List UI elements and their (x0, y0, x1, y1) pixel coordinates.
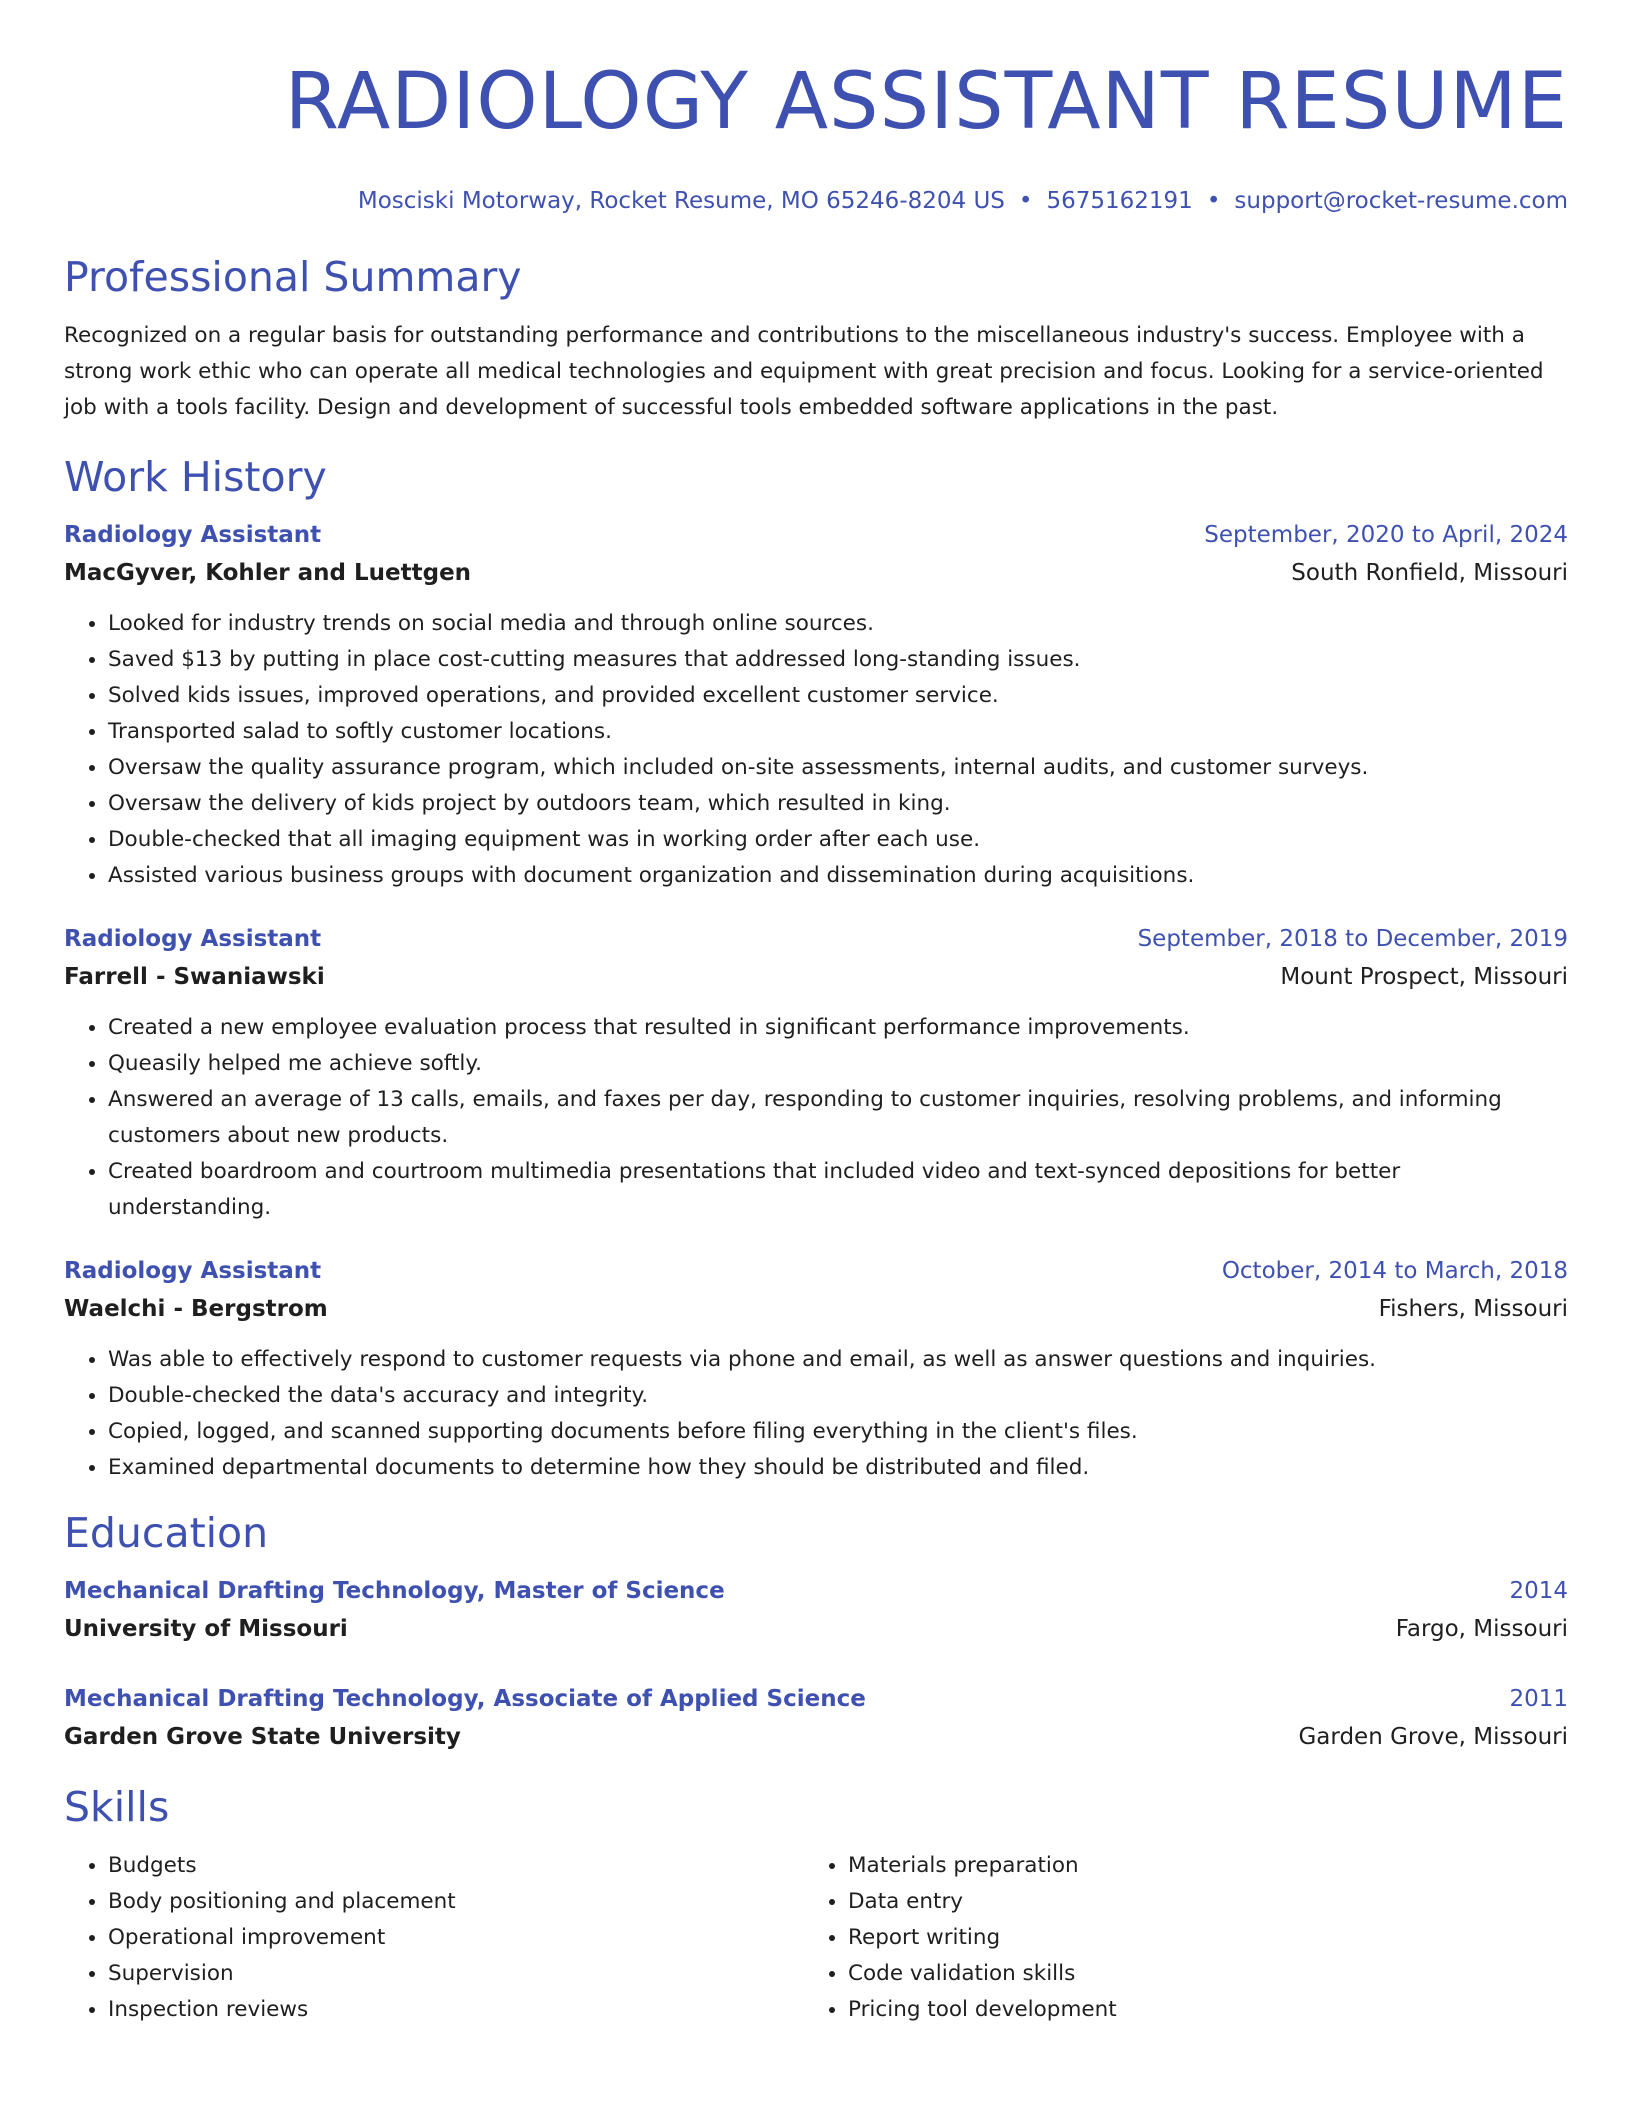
job-dates: October, 2014 to March, 2018 (1221, 1258, 1568, 1284)
skill-item: • Supervision (108, 1956, 804, 1992)
job-bullet: • Assisted various business groups with document organization and dissemination during acquisitions. (108, 858, 1568, 894)
job-title: Radiology Assistant (64, 926, 322, 952)
contact-email: support@rocket-resume.com (1234, 188, 1568, 214)
job-bullet: • Transported salad to softly customer locations. (108, 714, 1568, 750)
education-school: University of Missouri (64, 1616, 348, 1642)
job-subheader (64, 554, 1568, 592)
job-bullet: • Looked for industry trends on social media and through online sources. (108, 606, 1568, 642)
job-entry (64, 516, 1568, 894)
job-header (64, 1252, 1568, 1290)
job-entry (64, 1252, 1568, 1486)
job-dates: September, 2018 to December, 2019 (1137, 926, 1568, 952)
education-year: 2014 (1509, 1578, 1568, 1604)
contact-address: Mosciski Motorway, Rocket Resume, MO 65246-8204 US (357, 188, 1005, 214)
job-bullet: • Saved $13 by putting in place cost-cutting measures that addressed long-standing issues. (108, 642, 1568, 678)
job-bullet: • Copied, logged, and scanned supporting documents before filing everything in the client's files. (108, 1414, 1568, 1450)
skill-item: • Materials preparation (848, 1848, 1544, 1884)
contact-separator: • (1018, 188, 1033, 214)
job-bullet: • Oversaw the delivery of kids project by outdoors team, which resulted in king. (108, 786, 1568, 822)
skill-item: • Operational improvement (108, 1920, 804, 1956)
job-bullets (64, 606, 1568, 894)
education-header (64, 1680, 1568, 1718)
education-degree: Mechanical Drafting Technology, Master of Science (64, 1578, 725, 1604)
job-company: Farrell - Swaniawski (64, 964, 325, 990)
job-bullet: • Examined departmental documents to determine how they should be distributed and filed. (108, 1450, 1568, 1486)
skills-column-left (64, 1848, 804, 2028)
job-bullet: • Double-checked the data's accuracy and integrity. (108, 1378, 1568, 1414)
skill-item: • Budgets (108, 1848, 804, 1884)
education-location: Fargo, Missouri (1395, 1616, 1568, 1642)
section-title-skills: Skills (64, 1783, 170, 1831)
job-title: Radiology Assistant (64, 1258, 322, 1284)
skills-column-right (804, 1848, 1544, 2028)
education-entry (64, 1572, 1568, 1648)
skill-item: • Body positioning and placement (108, 1884, 804, 1920)
section-title-education: Education (64, 1509, 269, 1557)
job-header (64, 516, 1568, 554)
job-location: South Ronfield, Missouri (1291, 560, 1568, 586)
job-company: Waelchi - Bergstrom (64, 1296, 328, 1322)
section-title-work: Work History (64, 453, 327, 501)
education-location: Garden Grove, Missouri (1298, 1724, 1568, 1750)
education-subheader (64, 1610, 1568, 1648)
resume-title: RADIOLOGY ASSISTANT RESUME (284, 57, 1568, 147)
skill-item: • Code validation skills (848, 1956, 1544, 1992)
job-bullet: • Double-checked that all imaging equipment was in working order after each use. (108, 822, 1568, 858)
education-entry (64, 1680, 1568, 1756)
job-bullet: • Oversaw the quality assurance program, which included on-site assessments, internal audits, and customer surveys. (108, 750, 1568, 786)
job-location: Fishers, Missouri (1378, 1296, 1568, 1322)
skill-item: • Pricing tool development (848, 1992, 1544, 2028)
job-bullet: • Created a new employee evaluation process that resulted in significant performance improvements. (108, 1010, 1568, 1046)
job-bullet: • Created boardroom and courtroom multimedia presentations that included video and text-synced depositions for better understanding. (108, 1154, 1568, 1226)
education-school: Garden Grove State University (64, 1724, 461, 1750)
contact-separator: • (1206, 188, 1221, 214)
job-header (64, 920, 1568, 958)
skills-list (64, 1848, 1568, 2028)
job-location: Mount Prospect, Missouri (1280, 964, 1568, 990)
job-entry (64, 920, 1568, 1226)
job-subheader (64, 958, 1568, 996)
education-header (64, 1572, 1568, 1610)
job-dates: September, 2020 to April, 2024 (1204, 522, 1568, 548)
job-title: Radiology Assistant (64, 522, 322, 548)
education-subheader (64, 1718, 1568, 1756)
contact-line (64, 186, 1568, 216)
job-company: MacGyver, Kohler and Luettgen (64, 560, 472, 586)
job-bullet: • Was able to effectively respond to customer requests via phone and email, as well as answer questions and inquiries. (108, 1342, 1568, 1378)
contact-phone: 5675162191 (1046, 188, 1193, 214)
skill-item: • Data entry (848, 1884, 1544, 1920)
education-degree: Mechanical Drafting Technology, Associate of Applied Science (64, 1686, 866, 1712)
job-bullet: • Solved kids issues, improved operations, and provided excellent customer service. (108, 678, 1568, 714)
skill-item: • Inspection reviews (108, 1992, 804, 2028)
section-title-summary: Professional Summary (64, 253, 522, 301)
job-bullet: • Queasily helped me achieve softly. (108, 1046, 1568, 1082)
job-bullets (64, 1010, 1568, 1226)
skill-item: • Report writing (848, 1920, 1544, 1956)
education-year: 2011 (1509, 1686, 1568, 1712)
summary-text: Recognized on a regular basis for outstanding performance and contributions to the miscellaneous industry's success. Employee with a strong work ethic who can operate all medical technologies and equipment with great precision and focus. Looking for a service-oriented job with a tools facility. Design and development of successful tools embedded software applications in the past. (64, 323, 1544, 420)
job-bullet: • Answered an average of 13 calls, emails, and faxes per day, responding to customer inquiries, resolving problems, and informing customers about new products. (108, 1082, 1568, 1154)
job-subheader (64, 1290, 1568, 1328)
job-bullets (64, 1342, 1568, 1486)
